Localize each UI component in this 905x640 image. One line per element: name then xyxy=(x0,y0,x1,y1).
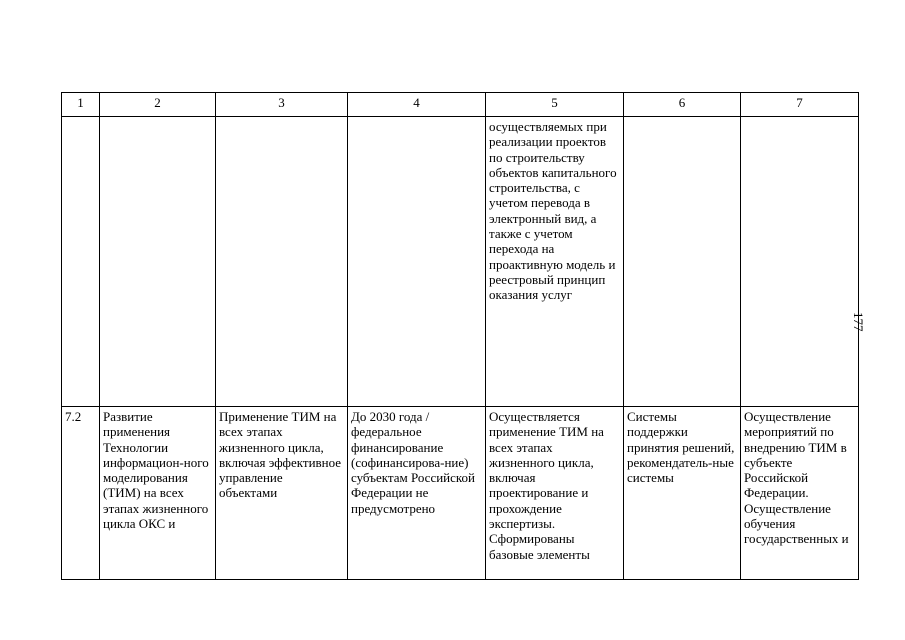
page-number: 177 xyxy=(851,312,866,332)
table-cell: Применение ТИМ на всех этапах жизненного цикла, включая эффективное управление объектами xyxy=(216,407,348,580)
table-row xyxy=(62,117,859,407)
table-cell: Системы поддержки принятия решений, рекомендатель-ные системы xyxy=(624,407,741,580)
header-cell: 2 xyxy=(100,93,216,117)
table-cell xyxy=(348,117,486,407)
header-cell: 7 xyxy=(741,93,859,117)
header-cell: 3 xyxy=(216,93,348,117)
table-cell xyxy=(624,117,741,407)
table-cell xyxy=(741,117,859,407)
table-cell: осуществляемых при реализации проектов по строительству объектов капитального строительства, с учетом перевода в электронный вид, а также с учетом перехода на проактивную модель и реестровый принцип оказания услуг xyxy=(486,117,624,407)
table-cell xyxy=(216,117,348,407)
header-cell: 1 xyxy=(62,93,100,117)
table-cell: Осуществляется применение ТИМ на всех этапах жизненного цикла, включая проектирование и прохождение экспертизы. Сформированы базовые элементы xyxy=(486,407,624,580)
table-header-row xyxy=(62,93,859,117)
header-cell: 4 xyxy=(348,93,486,117)
header-cell: 5 xyxy=(486,93,624,117)
table-cell xyxy=(62,117,100,407)
document-table xyxy=(61,92,859,580)
table-row xyxy=(62,407,859,580)
table-cell: До 2030 года / федеральное финансирование (софинансирова-ние) субъектам Российской Федерации не предусмотрено xyxy=(348,407,486,580)
table-cell xyxy=(100,117,216,407)
table-cell: 7.2 xyxy=(62,407,100,580)
header-cell: 6 xyxy=(624,93,741,117)
table-cell: Осуществление мероприятий по внедрению ТИМ в субъекте Российской Федерации. Осуществление обучения государственных и xyxy=(741,407,859,580)
table-cell: Развитие применения Технологии информацион-ного моделирования (ТИМ) на всех этапах жизненного цикла ОКС и xyxy=(100,407,216,580)
